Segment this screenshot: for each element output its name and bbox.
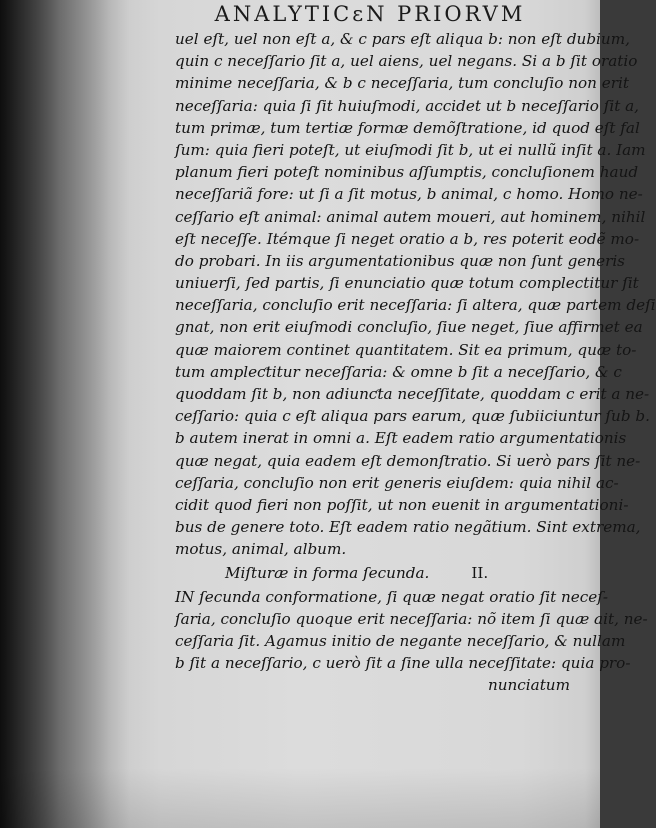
text-line: bus de genere toto. Eſt eadem ratio negãtium. Sint extrema, [175,518,641,537]
text-line: do probari. In iis argumentationibus quæ non ſunt generis [175,251,625,270]
text-line: neceſſariã fore: ut ſi a ſit motus, b animal, c homo. Homo ne- [175,185,643,204]
text-line: minime neceſſaria, & b c neceſſaria, tum concluſio non erit [175,74,630,93]
catchword: nunciatum [487,676,570,695]
text-line: b ſit a neceſſario, c uerò ſit a ſine ulla neceſſitate: quia pro- [175,654,631,673]
text-line: quoddam ſit b, non adiunƈta neceſſitate, quoddam c erit a ne- [175,385,650,403]
text-line: eſt neceſſe. Itémque ſi neget oratio a b, res poterit eodẽ mo- [175,229,640,248]
page-bottom-shadow [0,768,600,828]
section-heading [175,561,570,586]
text-line: tum primæ, tum tertiæ formæ demõſtratione, id quod eſt fal [175,118,640,137]
text-line: quæ negat, quia eadem eſt demonſtratio. Si uerò pars ſit ne- [175,451,641,470]
text-line: quin c neceſſario ſit a, uel aiens, uel negans. Si a b ſit oratio [175,52,638,71]
text-line: ſum: quia fieri poteſt, ut eiuſmodi ſit b, ut ei nullũ inſit a. Iam [175,140,646,159]
text-line: ceſſario: quia c eſt aliqua pars earum, quæ ſubiiciuntur ſub b. [175,407,650,426]
text-line: uel eſt, uel non eſt a, & c pars eſt aliqua b: non eſt dubium, [175,30,630,48]
gutter-shadow [0,0,130,828]
text-line: ceſſario eſt animal: animal autem moueri, aut hominem, nihil [175,207,646,226]
text-line: ſaria, concluſio quoque erit neceſſaria: nõ item ſi quæ ait, ne- [175,609,648,628]
text-line: motus, animal, album. [175,540,347,559]
running-header: ANALYTICɛN PRIORVM [214,2,526,26]
text-line: neceſſaria, concluſio erit neceſſaria: ſi altera, quæ partem deſi [175,296,656,315]
section-number: II. [471,563,489,582]
text-line: uniuerſi, ſed partis, ſi enunciatio quæ totum complectitur ſit [175,274,639,293]
text-line: ceſſaria, concluſio non erit generis eiuſdem: quia nihil ac- [175,473,619,492]
text-line: gnat, non erit eiuſmodi concluſio, ſiue neget, ſiue affirmet ea [175,318,643,337]
text-line: b autem inerat in omni a. Eſt eadem ratio argumentationis [175,429,627,448]
text-line: planum fieri poteſt nominibus aſſumptis, concluſionem haud [175,163,639,182]
text-line: cidit quod fieri non poſſit, ut non euenit in argumentationi- [175,495,629,514]
text-line: ceſſaria ſit. Agamus initio de negante neceſſario, & nullam [175,631,626,650]
text-line: tum ampleƈtitur neceſſaria: & omne b ſit a neceſſario, & c [175,362,622,381]
section-title: Miſturæ in forma ſecunda. [225,563,430,582]
text-line: quæ maiorem continet quantitatem. Sit ea primum, quæ to- [175,340,637,359]
body-text [175,28,656,696]
text-line: neceſſaria: quia ſi ſit huiuſmodi, accidet ut b neceſſario ſit a, [175,96,640,115]
text-line: IN ſecunda conformatione, ſi quæ negat oratio ſit neceſ- [175,587,609,606]
